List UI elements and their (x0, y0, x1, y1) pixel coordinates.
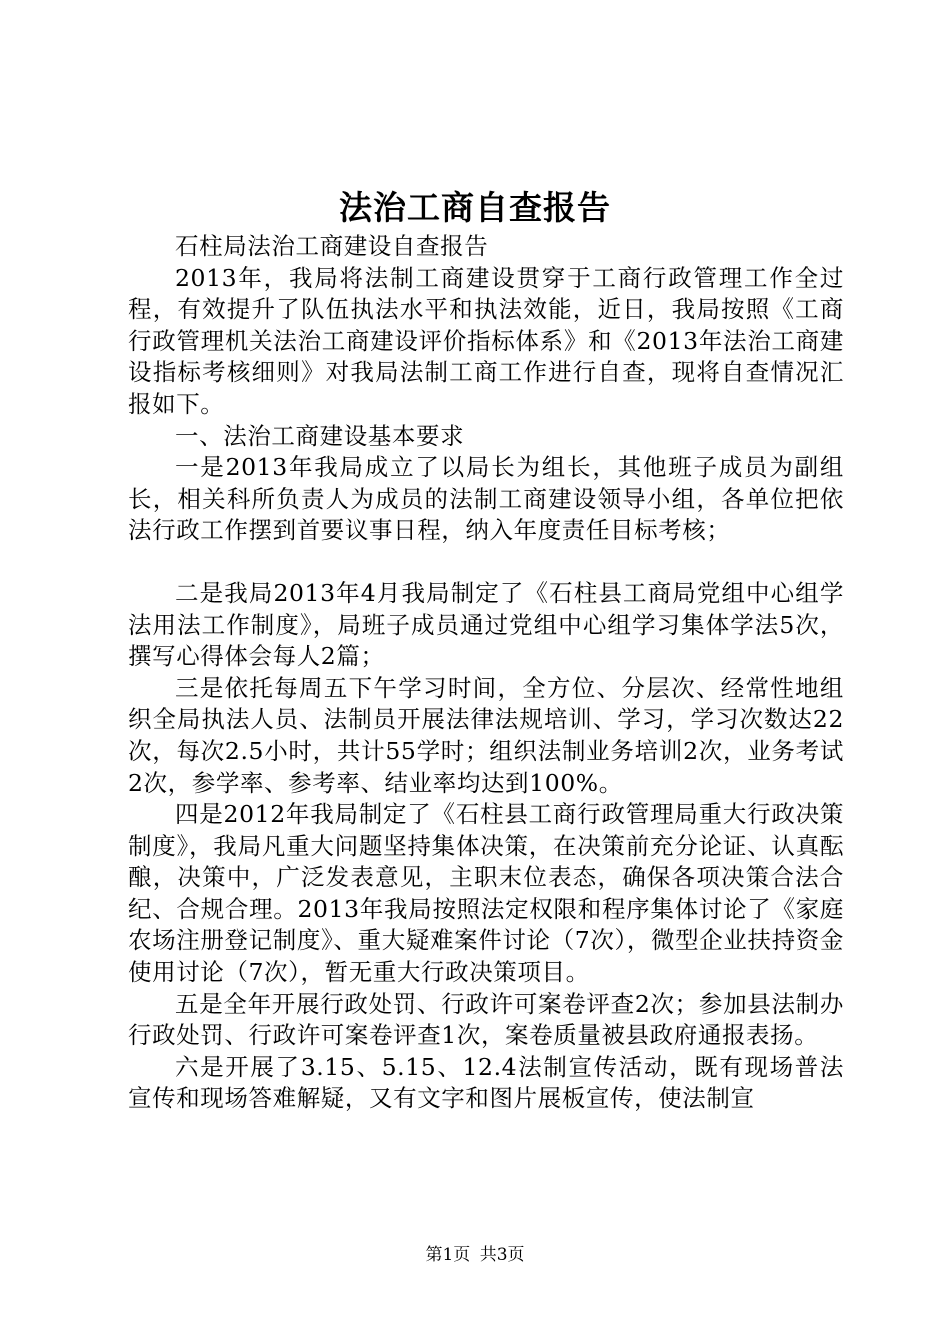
document-title: 法治工商自查报告 (339, 188, 611, 227)
item-six-paragraph: 六是开展了3.15、5.15、12.4法制宣传活动，既有现场普法宣传和现场答难解疑，又有文字和图片展板宣传，使法制宣 (128, 1052, 844, 1113)
page-number: 第1页 (425, 1245, 471, 1265)
item-three-paragraph: 三是依托每周五下午学习时间，全方位、分层次、经常性地组织全局执法人员、法制员开展法律法规培训、学习，学习次数达22次，每次2.5小时，共计55学时；组织法制业务培训2次，业务考试2次，参学率、参考率、结业率均达到100%。 (128, 673, 844, 797)
document-body (128, 231, 844, 1115)
page-total: 共3页 (479, 1245, 525, 1265)
page-footer (0, 1243, 950, 1267)
report-subtitle-paragraph: 石柱局法治工商建设自查报告 (175, 232, 489, 260)
item-two-paragraph: 二是我局2013年4月我局制定了《石柱县工商局党组中心组学法用法工作制度》，局班子成员通过党组中心组学习集体学法5次，撰写心得体会每人2篇； (128, 578, 844, 671)
intro-paragraph: 2013年，我局将法制工商建设贯穿于工商行政管理工作全过程，有效提升了队伍执法水平和执法效能，近日，我局按照《工商行政管理机关法治工商建设评价指标体系》和《2013年法治工商建设指标考核细则》对我局法制工商工作进行自查，现将自查情况汇报如下。 (128, 263, 844, 418)
item-four-paragraph: 四是2012年我局制定了《石柱县工商行政管理局重大行政决策制度》，我局凡重大问题坚持集体决策，在决策前充分论证、认真酝酿，决策中，广泛发表意见，主职末位表态，确保各项决策合法合纪、合规合理。2013年我局按照法定权限和程序集体讨论了《家庭农场注册登记制度》、重大疑难案件讨论（7次），微型企业扶持资金使用讨论（7次），暂无重大行政决策项目。 (128, 800, 844, 987)
item-one-paragraph: 一是2013年我局成立了以局长为组长，其他班子成员为副组长，相关科所负责人为成员的法制工商建设领导小组，各单位把依法行政工作摆到首要议事日程，纳入年度责任目标考核； (128, 453, 844, 545)
section-heading: 一、法治工商建设基本要求 (175, 421, 465, 450)
item-five-paragraph: 五是全年开展行政处罚、行政许可案卷评查2次；参加县法制办行政处罚、行政许可案卷评查1次，案卷质量被县政府通报表扬。 (128, 989, 844, 1050)
